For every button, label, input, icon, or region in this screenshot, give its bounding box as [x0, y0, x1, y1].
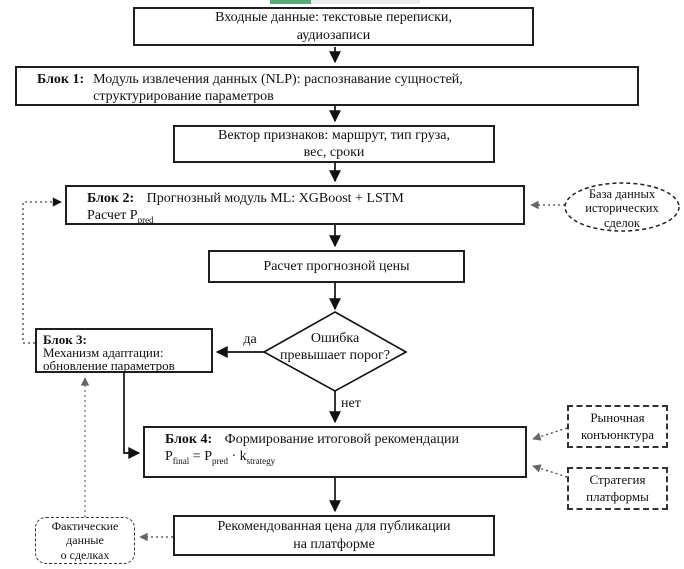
feature-vector-line2: вес, сроки — [303, 145, 365, 160]
input-data-box — [133, 7, 534, 46]
block1-label: Блок 1: — [37, 72, 85, 87]
price-calc-text: Расчет прогнозной цены — [263, 258, 410, 274]
block4-box — [143, 426, 527, 478]
feature-vector-box — [173, 125, 495, 163]
block1-line2: структурирование параметров — [93, 89, 274, 105]
block2-box — [65, 185, 525, 225]
platform-strategy-box: Стратегия платформы — [567, 467, 668, 510]
input-data-line2: аудиозаписи — [296, 27, 371, 43]
edge-label-yes: да — [243, 332, 257, 347]
block4-line1: Формирование итоговой рекомендации — [224, 432, 459, 447]
block1-line1: Модуль извлечения данных (NLP): распознавание сущностей, — [93, 72, 463, 87]
feature-vector-line1: Вектор признаков: маршрут, тип груза, — [218, 127, 450, 143]
actual-deals-box: Фактические данные о сделках — [35, 517, 135, 564]
block3-line2: обновление параметров — [43, 358, 175, 373]
market-conditions-box: Рыночная конъюнктура — [567, 405, 668, 448]
block4-label: Блок 4: — [165, 432, 213, 447]
block4-formula: $P_{final} = P_{pred} \cdot k_{strategy}$ — [165, 449, 276, 466]
history-db-label: База данных исторических сделок — [585, 187, 659, 230]
edge-label-no: нет — [341, 396, 361, 411]
block3-label: Блок 3: — [43, 332, 87, 347]
block2-line2: Расчет $P_{pred}$ — [87, 208, 154, 225]
block2-line1: Прогнозный модуль ML: XGBoost + LSTM — [146, 191, 404, 206]
block3-box — [35, 328, 213, 373]
block3-line1: Механизм адаптации: — [43, 345, 164, 360]
block1-box — [15, 66, 639, 106]
price-calc-box — [208, 250, 465, 283]
decision-label: Ошибка превышает порог? — [280, 331, 390, 363]
final-price-box: Рекомендованная цена для публикации на платформе — [173, 515, 495, 556]
input-data-line1: Входные данные: текстовые переписки, — [215, 10, 452, 26]
block2-label: Блок 2: — [87, 191, 135, 206]
